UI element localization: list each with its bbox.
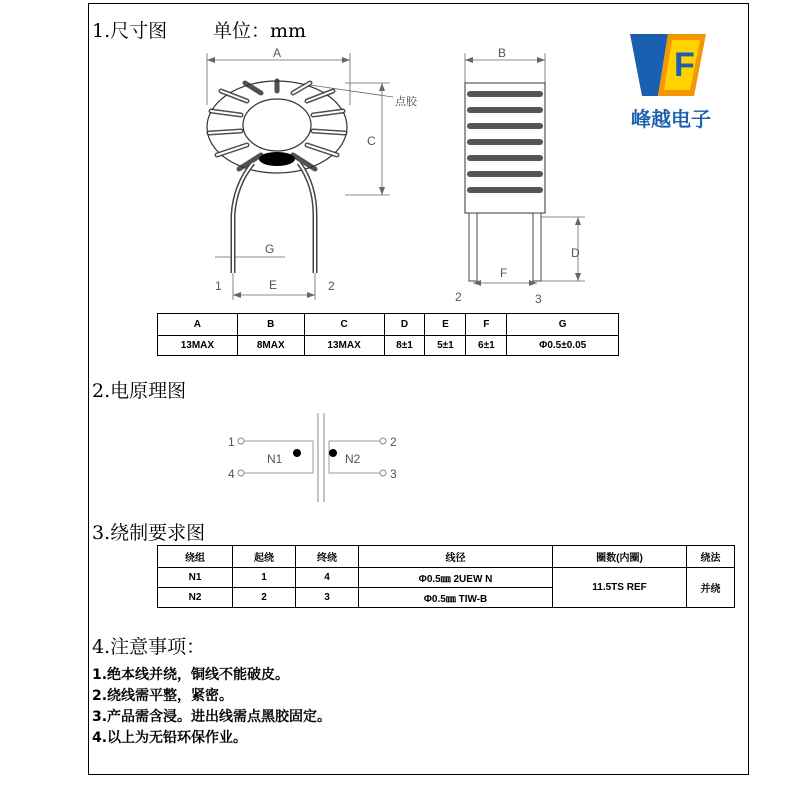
winding-header-wire: 线径 xyxy=(359,546,553,568)
dim-header-c: C xyxy=(304,314,384,336)
schematic-diagram xyxy=(225,410,405,505)
toroid-front-drawing xyxy=(195,45,417,310)
svg-text:点胶: 点胶 xyxy=(395,95,417,108)
svg-text:B: B xyxy=(498,46,507,60)
winding-cell: N1 xyxy=(158,568,233,588)
note-item: 2.绕线需平整，紧密。 xyxy=(92,688,234,704)
svg-text:4: 4 xyxy=(228,467,235,481)
svg-text:N2: N2 xyxy=(345,452,361,466)
svg-text:N1: N1 xyxy=(267,452,283,466)
winding-header-start: 起绕 xyxy=(233,546,296,568)
section-dimensions-title: 1.尺寸图 xyxy=(92,20,168,42)
dim-header-d: D xyxy=(384,314,425,336)
svg-text:3: 3 xyxy=(535,292,542,306)
dim-value-b: 8MAX xyxy=(237,336,304,356)
end-cell: 4 xyxy=(296,568,359,588)
turns-cell: 11.5TS REF xyxy=(553,568,687,608)
dim-value-g: Φ0.5±0.05 xyxy=(507,336,619,356)
svg-text:F: F xyxy=(500,266,508,280)
start-cell: 2 xyxy=(233,588,296,608)
dim-header-e: E xyxy=(425,314,466,336)
winding-header-winding: 绕组 xyxy=(158,546,233,568)
dim-value-c: 13MAX xyxy=(304,336,384,356)
winding-header-turns: 圈数(内圈) xyxy=(553,546,687,568)
note-item: 4.以上为无铅环保作业。 xyxy=(92,730,248,746)
wire-cell: Φ0.5㎜ 2UEW N xyxy=(359,568,553,588)
dim-value-d: 8±1 xyxy=(384,336,425,356)
table-row xyxy=(158,568,735,588)
dim-value-f: 6±1 xyxy=(466,336,507,356)
wire-cell: Φ0.5㎜ TIW-B xyxy=(359,588,553,608)
dimension-table-values xyxy=(158,336,619,356)
dim-header-g: G xyxy=(507,314,619,336)
brand-name: 峰越电子 xyxy=(631,107,711,131)
svg-text:3: 3 xyxy=(390,467,397,481)
dimension-table xyxy=(157,313,619,356)
svg-text:D: D xyxy=(571,246,580,260)
svg-text:2: 2 xyxy=(455,290,462,304)
start-cell: 1 xyxy=(233,568,296,588)
method-cell: 并绕 xyxy=(687,568,735,608)
svg-text:C: C xyxy=(367,134,376,148)
winding-header-end: 终绕 xyxy=(296,546,359,568)
dim-header-f: F xyxy=(466,314,507,336)
note-item: 3.产品需含浸。进出线需点黑胶固定。 xyxy=(92,709,332,725)
winding-table-header xyxy=(158,546,735,568)
dim-header-b: B xyxy=(237,314,304,336)
dim-value-a: 13MAX xyxy=(158,336,238,356)
section-schematic-title: 2.电原理图 xyxy=(92,380,187,402)
svg-text:2: 2 xyxy=(328,279,335,293)
dim-value-e: 5±1 xyxy=(425,336,466,356)
note-item: 1.绝本线并绕，铜线不能破皮。 xyxy=(92,667,290,683)
dim-header-a: A xyxy=(158,314,238,336)
svg-text:F: F xyxy=(674,46,695,84)
svg-text:G: G xyxy=(265,242,275,256)
section-notes-title: 4.注意事项： xyxy=(92,636,206,658)
svg-text:E: E xyxy=(269,278,278,292)
winding-cell: N2 xyxy=(158,588,233,608)
brand-logo-icon xyxy=(628,30,708,100)
winding-table xyxy=(157,545,735,608)
svg-text:1: 1 xyxy=(228,435,235,449)
svg-text:1: 1 xyxy=(215,279,222,293)
svg-text:2: 2 xyxy=(390,435,397,449)
svg-text:A: A xyxy=(273,46,282,60)
unit-label: 单位：mm xyxy=(213,20,307,42)
winding-header-method: 绕法 xyxy=(687,546,735,568)
toroid-side-drawing xyxy=(445,45,595,310)
end-cell: 3 xyxy=(296,588,359,608)
dimension-table-header xyxy=(158,314,619,336)
section-winding-title: 3.绕制要求图 xyxy=(92,522,206,544)
